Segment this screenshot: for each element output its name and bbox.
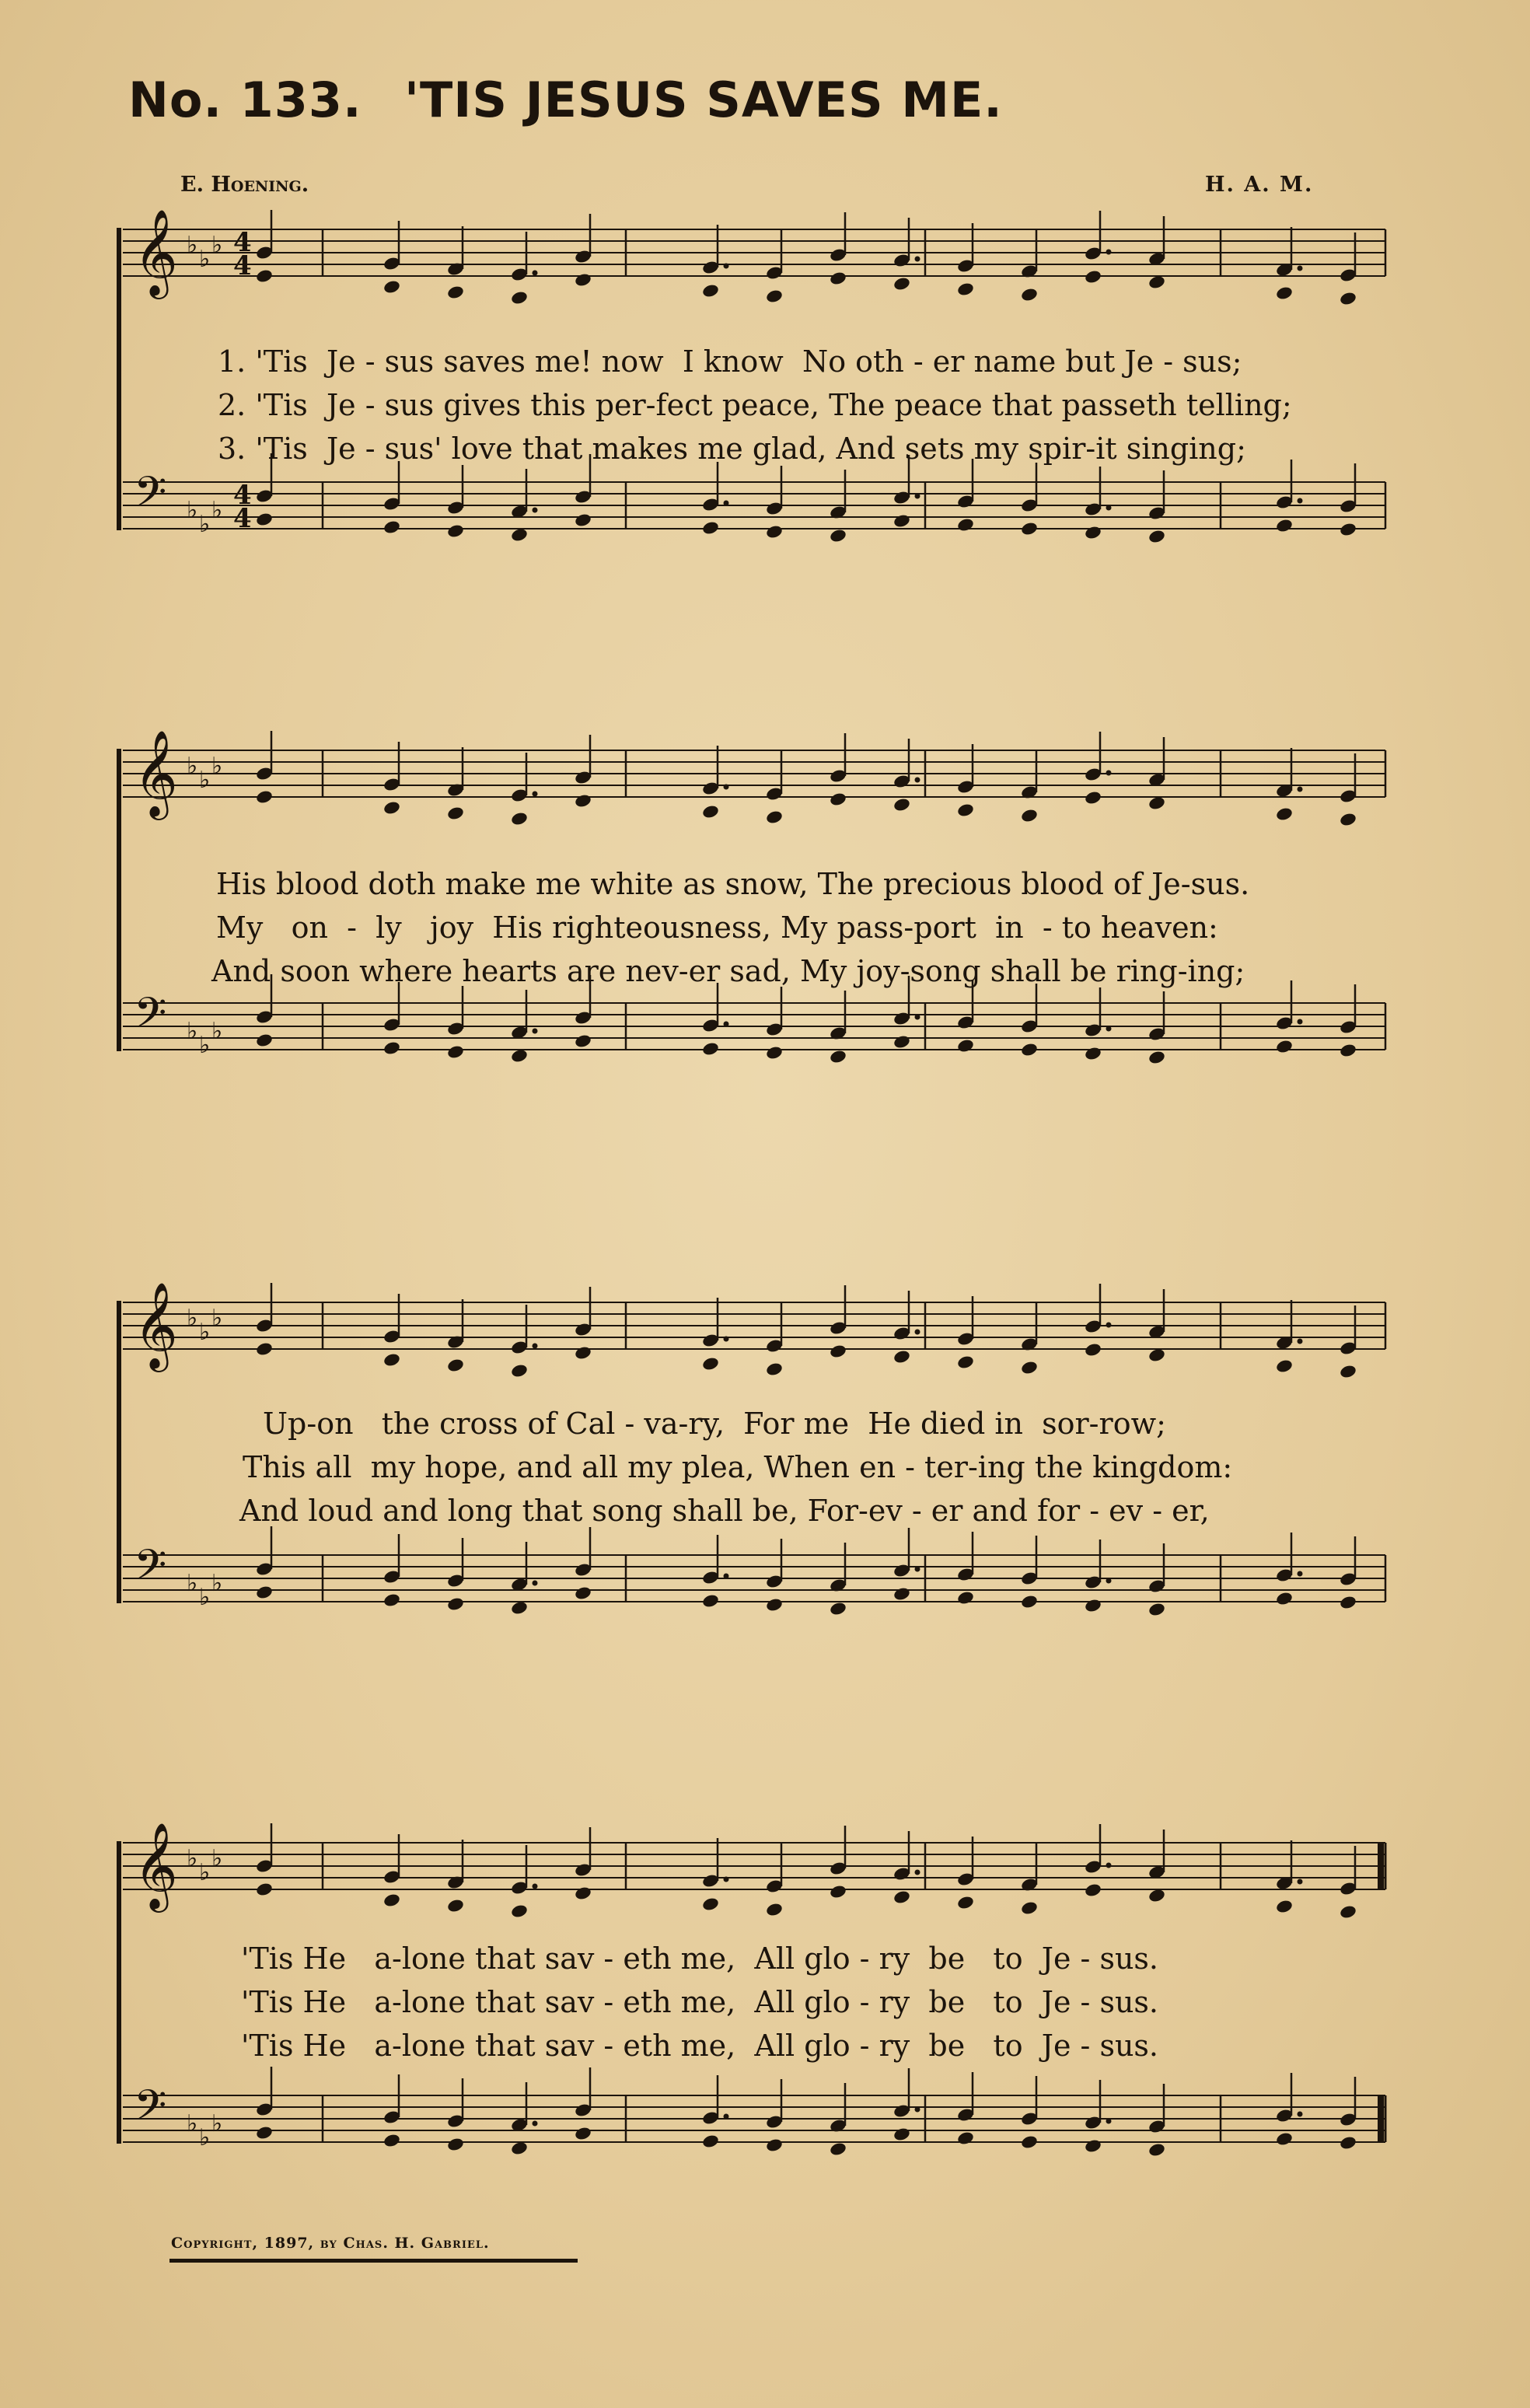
lyric-line: And soon where hearts are nev-er sad, My joy-song shall be ring-ing; <box>211 954 1245 988</box>
lyric-line: This all my hope, and all my plea, When en - ter-ing the kingdom: <box>243 1450 1233 1484</box>
svg-text:𝄢: 𝄢 <box>134 467 167 527</box>
author-credit: H. A. M. <box>1205 173 1314 197</box>
lyric-line: 2. 'Tis Je - sus gives this per-fect peace, The peace that passeth telling; <box>218 388 1292 422</box>
svg-text:♭: ♭ <box>211 232 223 259</box>
svg-text:♭: ♭ <box>211 2110 223 2137</box>
lyric-line: 1. 'Tis Je - sus saves me! now I know No oth - er name but Je - sus; <box>218 344 1242 379</box>
svg-text:♭: ♭ <box>211 1018 223 1045</box>
lyric-line: And loud and long that song shall be, For-ev - er and for - ev - er, <box>239 1494 1210 1528</box>
svg-text:4: 4 <box>233 250 252 281</box>
svg-text:♭: ♭ <box>187 753 198 780</box>
lyric-line: 3. 'Tis Je - sus' love that makes me glad, And sets my spir-it singing; <box>218 432 1246 466</box>
lyric-line: His blood doth make me white as snow, The precious blood of Je-sus. <box>216 867 1250 901</box>
svg-text:♭: ♭ <box>199 1859 211 1886</box>
svg-text:♭: ♭ <box>199 767 211 794</box>
svg-text:♭: ♭ <box>199 246 211 273</box>
svg-text:♭: ♭ <box>187 1570 198 1597</box>
svg-text:♭: ♭ <box>211 497 223 524</box>
svg-text:𝄞: 𝄞 <box>134 1281 178 1368</box>
svg-text:♭: ♭ <box>199 1584 211 1611</box>
lyric-line: 'Tis He a-lone that sav - eth me, All glo - ry be to Je - sus. <box>241 1941 1159 1976</box>
lyric-line: 'Tis He a-lone that sav - eth me, All glo - ry be to Je - sus. <box>241 1985 1159 2019</box>
svg-text:♭: ♭ <box>199 2124 211 2151</box>
svg-text:𝄞: 𝄞 <box>134 729 178 816</box>
svg-text:♭: ♭ <box>187 2110 198 2137</box>
lyric-line: Up-on the cross of Cal - va-ry, For me He died in sor-row; <box>263 1407 1166 1441</box>
svg-text:♭: ♭ <box>211 753 223 780</box>
svg-text:𝄢: 𝄢 <box>134 2081 167 2141</box>
svg-text:𝄞: 𝄞 <box>134 208 178 295</box>
svg-text:♭: ♭ <box>199 1319 211 1346</box>
svg-text:𝄢: 𝄢 <box>134 1540 167 1600</box>
svg-text:4: 4 <box>233 227 252 258</box>
svg-text:♭: ♭ <box>187 232 198 259</box>
svg-text:♭: ♭ <box>187 1845 198 1872</box>
composer-credit: E. Hoening. <box>180 173 309 197</box>
svg-text:♭: ♭ <box>211 1570 223 1597</box>
hymn-number: No. 133. <box>128 72 362 128</box>
svg-text:𝄢: 𝄢 <box>134 988 167 1048</box>
copyright-rule <box>169 2259 578 2263</box>
svg-text:♭: ♭ <box>211 1305 223 1332</box>
svg-text:4: 4 <box>233 503 252 534</box>
lyric-line: 'Tis He a-lone that sav - eth me, All glo - ry be to Je - sus. <box>241 2029 1159 2063</box>
svg-text:♭: ♭ <box>211 1845 223 1872</box>
hymn-title: 'TIS JESUS SAVES ME. <box>404 72 1003 128</box>
svg-text:𝄞: 𝄞 <box>134 1822 178 1909</box>
svg-text:♭: ♭ <box>199 1032 211 1059</box>
copyright-notice: Copyright, 1897, by Chas. H. Gabriel. <box>171 2235 490 2252</box>
svg-text:♭: ♭ <box>187 1018 198 1045</box>
svg-text:♭: ♭ <box>199 511 211 538</box>
svg-text:4: 4 <box>233 480 252 511</box>
svg-text:♭: ♭ <box>187 1305 198 1332</box>
svg-text:♭: ♭ <box>187 497 198 524</box>
lyric-line: My on - ly joy His righteousness, My pass-port in - to heaven: <box>216 910 1218 945</box>
